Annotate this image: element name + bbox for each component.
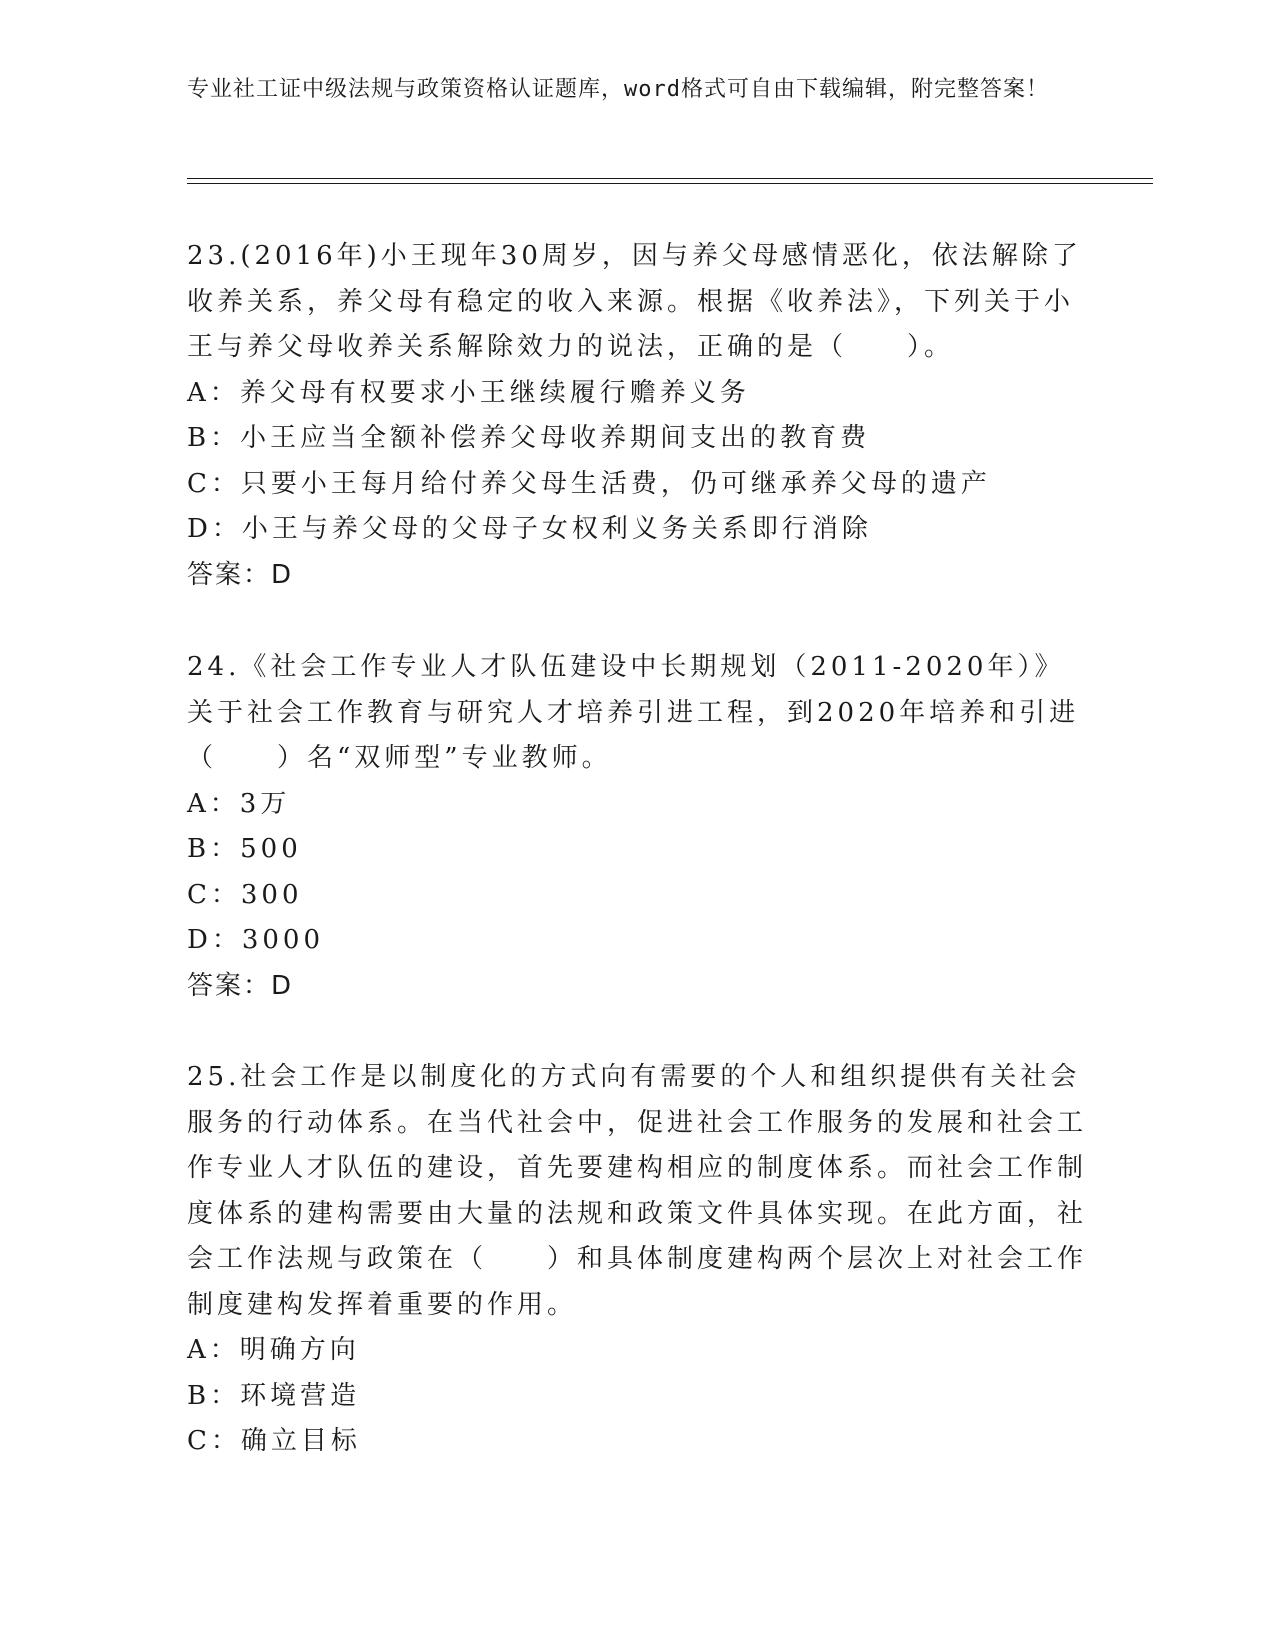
answer-label: 答案：D: [187, 970, 294, 1001]
header-divider-bottom: [187, 183, 1153, 184]
question-24: [187, 645, 1087, 1009]
option-b: B：小王应当全额补偿养父母收养期间支出的教育费: [187, 423, 871, 453]
question-stem: 24.《社会工作专业人才队伍建设中长期规划（2011-2020年）》关于社会工作教育与研究人才培养引进工程，到2020年培养和引进（ ）名“双师型”专业教师。: [187, 652, 1080, 773]
option-a: A：明确方向: [187, 1335, 360, 1365]
answer-label: 答案：D: [187, 559, 294, 590]
question-23: [187, 234, 1087, 598]
question-stem: 23.(2016年)小王现年30周岁，因与养父母感情恶化，依法解除了收养关系，养父母有稳定的收入来源。根据《收养法》，下列关于小王与养父母收养关系解除效力的说法，正确的是（ ）。: [187, 241, 1082, 362]
option-c: C：确立目标: [187, 1426, 361, 1456]
option-d: D：小王与养父母的父母子女权利义务关系即行消除: [187, 514, 872, 544]
option-c: C：300: [187, 879, 303, 910]
question-25: [187, 1055, 1087, 1465]
option-d: D：3000: [187, 925, 325, 955]
option-a: A：养父母有权要求小王继续履行赡养义务: [187, 377, 750, 408]
question-stem: 25.社会工作是以制度化的方式向有需要的个人和组织提供有关社会服务的行动体系。在当代社会中，促进社会工作服务的发展和社会工作专业人才队伍的建设，首先要建构相应的制度体系。而社会工作制度体系的建构需要由大量的法规和政策文件具体实现。在此方面，社会工作法规与政策在（ ）和具体制度建构两个层次上对社会工作制度建构发挥着重要的作用。: [187, 1062, 1088, 1320]
option-a: A：3万: [187, 788, 291, 819]
header-divider-top: [187, 178, 1153, 179]
option-c: C：只要小王每月给付养父母生活费，仍可继承养父母的遗产: [187, 468, 991, 499]
document-header: 专业社工证中级法规与政策资格认证题库，word格式可自由下载编辑，附完整答案！: [187, 77, 1049, 102]
option-b: B：环境营造: [187, 1380, 361, 1411]
option-b: B：500: [187, 834, 302, 864]
